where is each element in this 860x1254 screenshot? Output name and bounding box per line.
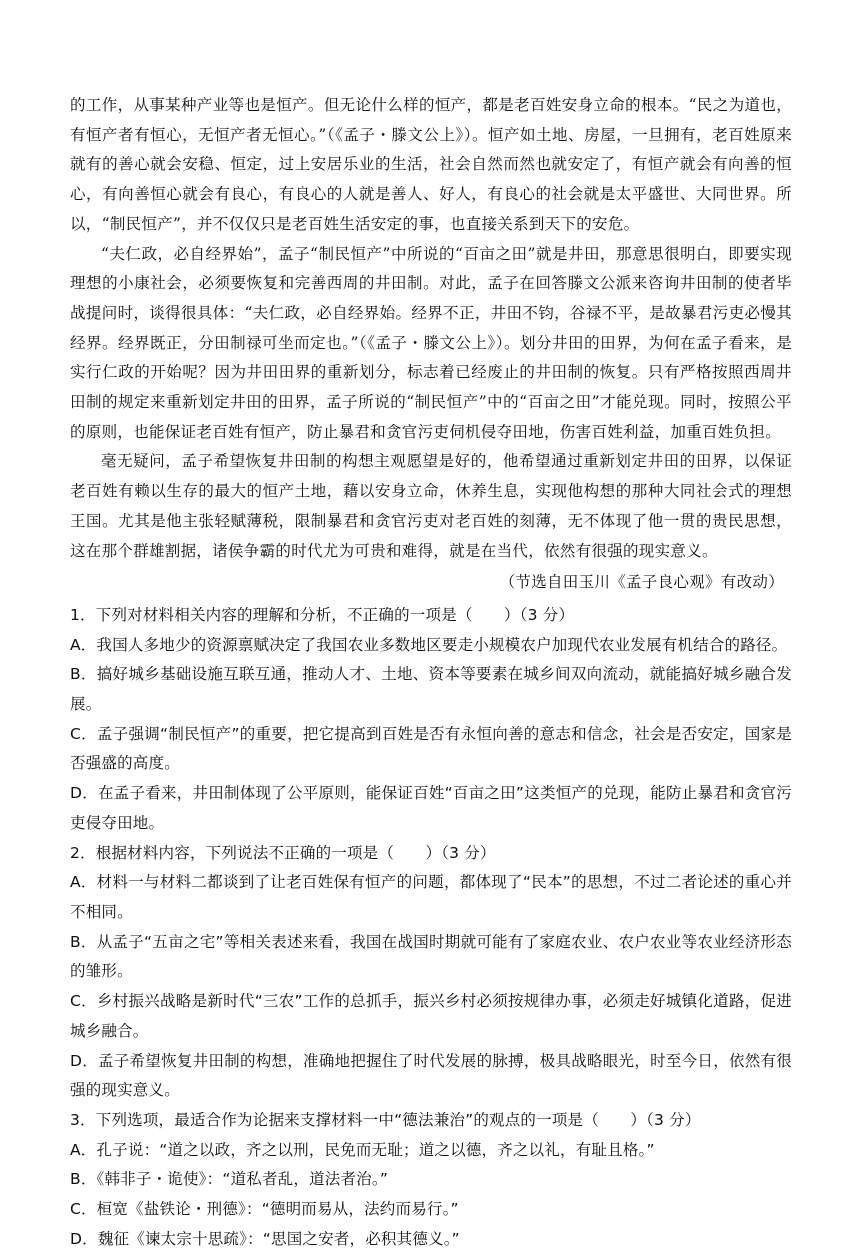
passage-paragraph: 的工作，从事某种产业等也是恒产。但无论什么样的恒产，都是老百姓安身立命的根本。“民之为道也，有恒产者有恒心，无恒产者无恒心。”（《孟子・滕文公上》）。恒产如土地、房屋，一旦拥有，老百姓原来就有的善心就会安稳、恒定，过上安居乐业的生活，社会自然而然也就安定了，有恒产就会有向善的恒心，有向善恒心就会有良心，有良心的人就是善人、好人，有良心的社会就是太平盛世、大同世界。所以，“制民恒产”，并不仅仅只是老百姓生活安定的事，也直接关系到天下的安危。	[70, 96, 792, 233]
reading-passage	[70, 91, 792, 598]
option-a: A．材料一与材料二都谈到了让老百姓保有恒产的问题，都体现了“民本”的思想，不过二者论述的重心并不相同。	[70, 873, 792, 921]
passage-paragraph: 毫无疑问，孟子希望恢复井田制的构想主观愿望是好的，他希望通过重新划定井田的田界，以保证老百姓有赖以生存的最大的恒产土地，藉以安身立命，休养生息，实现他构想的那种大同社会式的理想王国。尤其是他主张轻赋薄税，限制暴君和贪官污吏对老百姓的刻薄，无不体现了他一贯的贵民思想，这在那个群雄割据，诸侯争霸的时代尤为可贵和难得，就是在当代，依然有很强的现实意义。	[70, 452, 792, 560]
option-a: A．我国人多地少的资源禀赋决定了我国农业多数地区要走小规模农户加现代农业发展有机结合的路径。	[70, 635, 788, 654]
question-stem: 3．下列选项，最适合作为论据来支撑材料一中“德法兼治”的观点的一项是（ ）（3 分）	[70, 1110, 701, 1129]
option-c: C．乡村振兴战略是新时代“三农”工作的总抓手，振兴乡村必须按规律办事，必须走好城镇化道路，促进城乡融合。	[70, 992, 792, 1040]
option-d: D．魏征《谏太宗十思疏》：“思国之安者，必积其德义。”	[70, 1229, 460, 1248]
option-b: B．从孟子“五亩之宅”等相关表述来看，我国在战国时期就可能有了家庭农业、农户农业等农业经济形态的雏形。	[70, 932, 792, 981]
passage-source: （节选自田玉川《孟子良心观》有改动）	[499, 573, 784, 592]
question-list	[70, 601, 792, 1254]
page-content	[70, 91, 792, 1254]
option-c: C．桓宽《盐铁论・刑德》：“德明而易从，法约而易行。”	[70, 1200, 459, 1219]
option-a: A．孔子说：“道之以政，齐之以刑，民免而无耻；道之以德，齐之以礼，有耻且格。”	[70, 1140, 655, 1159]
passage-paragraph: “夫仁政，必自经界始”，孟子“制民恒产”中所说的“百亩之田”就是井田，那意思很明白，即要实现理想的小康社会，必须要恢复和完善西周的井田制。对此，孟子在回答滕文公派来咨询井田制的使者毕战提问时，谈得很具体：“夫仁政，必自经界始。经界不正，井田不钧，谷禄不平，是故暴君污吏必慢其经界。经界既正，分田制禄可坐而定也。”（《孟子・滕文公上》）。划分井田的田界，为何在孟子看来，是实行仁政的开始呢？因为井田田界的重新划分，标志着已经废止的井田制的恢复。只有严格按照西周井田制的规定来重新划定井田的田界，孟子所说的“制民恒产”中的“百亩之田”才能兑现。同时，按照公平的原则，也能保证老百姓有恒产，防止暴君和贪官污吏伺机侵夺田地，伤害百姓利益，加重百姓负担。	[70, 244, 792, 441]
option-c: C．孟子强调“制民恒产”的重要，把它提高到百姓是否有永恒向善的意志和信念，社会是否安定，国家是否强盛的高度。	[70, 724, 792, 773]
option-b: B．搞好城乡基础设施互联互通，推动人才、土地、资本等要素在城乡间双向流动，就能搞好城乡融合发展。	[70, 665, 792, 714]
question-stem: 2．根据材料内容，下列说法不正确的一项是（ ）（3 分）	[70, 843, 496, 862]
option-d: D．孟子希望恢复井田制的构想，准确地把握住了时代发展的脉搏，极具战略眼光，时至今日，依然有很强的现实意义。	[70, 1051, 792, 1100]
question-2	[70, 839, 792, 1106]
question-1	[70, 601, 792, 839]
option-d: D．在孟子看来，井田制体现了公平原则，能保证百姓“百亩之田”这类恒产的兑现，能防止暴君和贪官污吏侵夺田地。	[70, 784, 792, 832]
option-b: B．《韩非子・诡使》：“道私者乱，道法者治。”	[70, 1170, 389, 1189]
question-3	[70, 1106, 792, 1254]
question-stem: 1．下列对材料相关内容的理解和分析，不正确的一项是（ ）（3 分）	[70, 605, 575, 624]
